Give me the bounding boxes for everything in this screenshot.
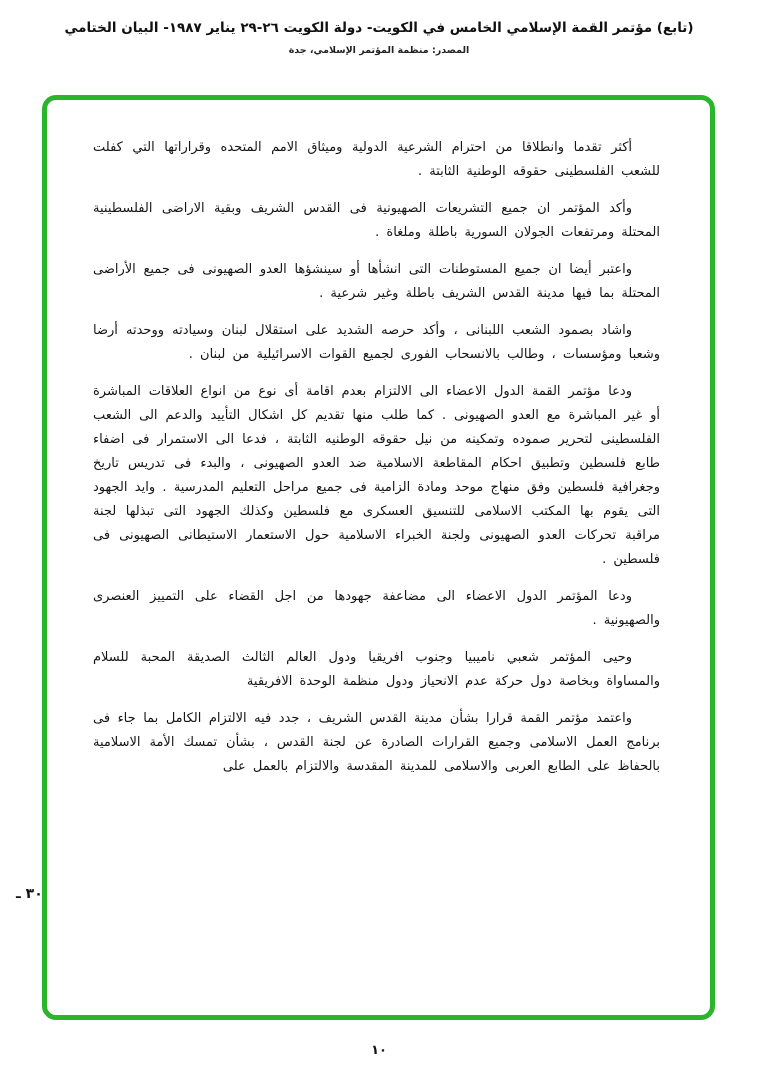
- paragraph: وحيى المؤتمر شعبي ناميبيا وجنوب افريقيا ودول العالم الثالث الصديقة المحبة للسلام والمساواة وبخاصة دول حركة عدم الانحياز ودول منظمة الوحدة الافريقية: [93, 650, 660, 689]
- paragraph: واشاد بصمود الشعب اللبنانى ، وأكد حرصه الشديد على استقلال لبنان وسيادته ووحدته أرضا وشعبا ومؤسسات ، وطالب بالانسحاب الفورى لجميع القوات الاسرائيلية من لبنان .: [93, 323, 660, 362]
- document-title: (تابع) مؤتمر القمة الإسلامي الخامس في الكويت- دولة الكويت ٢٦-٢٩ يناير ١٩٨٧- البيان الختامي: [64, 20, 694, 36]
- content-frame: [42, 95, 715, 1020]
- paragraph: ودعا مؤتمر القمة الدول الاعضاء الى الالتزام بعدم اقامة أى نوع من انواع العلاقات المباشرة أو غير المباشرة مع العدو الصهيونى . كما طلب منها تقديم كل اشكال التأييد والدعم الى الشعب الفلسطينى لتحرير صموده وتمكينه من نيل حقوقه الوطنيه الثابتة ، فدعا الى الاستمرار فى اضفاء طابع فلسطين وتطبيق احكام المقاطعة الاسلامية ضد العدو الصهيونى ، والبدء فى تدريس تاريخ وجغرافية فلسطين وفق منهاج موحد ومادة الزامية فى جميع مراحل التعليم المدرسية . وايد الجهود التى يقوم بها المكتب الاسلامى للتنسيق العسكرى مع فلسطين وكذلك الجهود التى تبذلها لجنة مراقبة تحركات العدو الصهيونى ولجنة الخبراء الاسلامية حول الاستعمار الاستيطانى الصهيونى فى فلسطين .: [93, 384, 660, 567]
- paragraph: أكثر تقدما وانطلاقا من احترام الشرعية الدولية وميثاق الامم المتحده وقراراتها التي كفلت للشعب الفلسطينى حقوقه الوطنية الثابتة .: [93, 140, 660, 179]
- paragraph: ودعا المؤتمر الدول الاعضاء الى مضاعفة جهودها من اجل القضاء على التمييز العنصرى والصهيونية .: [93, 589, 660, 628]
- page-number: ١٠: [371, 1043, 387, 1058]
- paragraph-item-30: واعتمد مؤتمر القمة قرارا بشأن مدينة القدس الشريف ، جدد فيه الالتزام الكامل بما جاء فى برنامج العمل الاسلامى وجميع القرارات الصادرة عن لجنة القدس ، بشأن تمسك الأمة الاسلامية بالحفاظ على الطابع العربى والاسلامى للمدينة المقدسة والالتزام بالعمل على: [93, 711, 660, 774]
- margin-item-number: ٣٠ ـ: [16, 886, 43, 902]
- document-body: [93, 136, 660, 779]
- paragraph: وأكد المؤتمر ان جميع التشريعات الصهيونية فى القدس الشريف وبقية الاراضى الفلسطينية المحتلة ومرتفعات الجولان السورية باطلة وملغاة .: [93, 201, 660, 240]
- page-header: [0, 20, 758, 56]
- document-source: المصدر: منظمة المؤتمر الإسلامي، جدة: [288, 45, 470, 56]
- paragraph: واعتبر أيضا ان جميع المستوطنات التى انشأها أو سينشؤها العدو الصهيونى فى جميع الأراضى المحتلة بما فيها مدينة القدس الشريف باطلة وغير شرعية .: [93, 262, 660, 301]
